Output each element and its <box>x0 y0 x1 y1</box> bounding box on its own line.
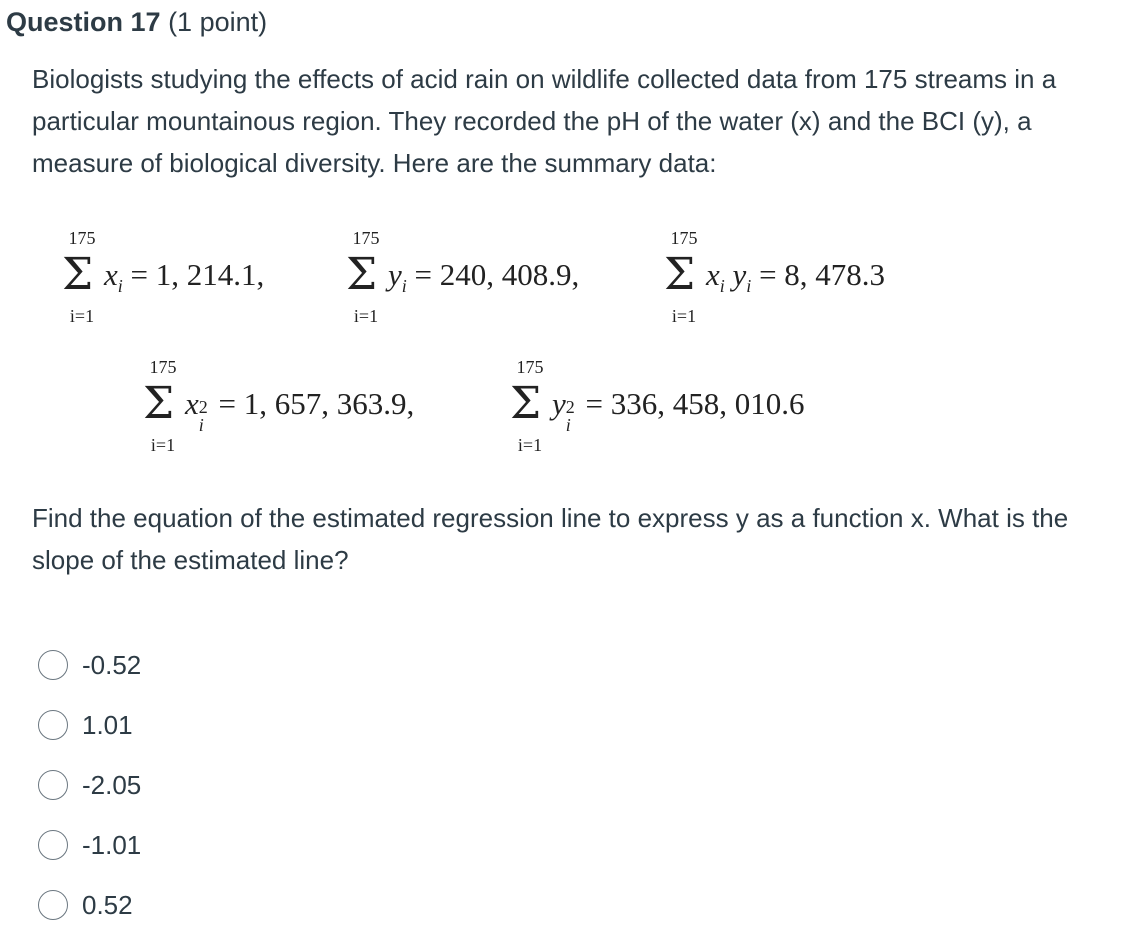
sum-y-sub: i <box>401 276 407 297</box>
sum-x2-sub: i <box>198 415 204 435</box>
sum-xy-var1: x <box>706 257 720 292</box>
sum-y-expression <box>388 250 579 311</box>
sum-lower-limit: i=1 <box>517 435 543 455</box>
question-header <box>6 3 267 41</box>
answer-option-label: 0.52 <box>82 889 133 920</box>
summary-math-row-2 <box>0 357 1128 457</box>
sum-upper-limit: 175 <box>516 357 544 377</box>
sigma-symbol: Σ <box>143 378 175 429</box>
sum-y2-expression <box>552 379 805 435</box>
radio-button[interactable] <box>38 890 68 920</box>
sum-x2-value: = 1, 657, 363.9, <box>218 386 415 421</box>
sum-xy-sub1: i <box>719 276 725 297</box>
answer-option-label: -1.01 <box>82 829 142 860</box>
sum-x-sub: i <box>117 276 123 297</box>
sum-x-expression <box>104 250 264 311</box>
question-title: Question 17 <box>6 7 161 37</box>
sum-x2-sup: 2 <box>198 397 208 417</box>
question-points: (1 point) <box>168 7 268 37</box>
sum-lower-limit: i=1 <box>150 435 176 455</box>
sigma-symbol: Σ <box>664 249 696 300</box>
sum-lower-limit: i=1 <box>671 306 697 326</box>
sum-xy-expression <box>706 250 885 311</box>
radio-button[interactable] <box>38 770 68 800</box>
radio-button[interactable] <box>38 830 68 860</box>
question-prompt-text: Find the equation of the estimated regression line to express y as a function x. What is the slope of the estimated line? <box>32 503 1069 575</box>
answer-option-label: -0.52 <box>82 649 142 680</box>
sum-y2-var: y <box>552 386 566 421</box>
summary-math-row-1 <box>0 228 1128 328</box>
sum-upper-limit: 175 <box>149 357 177 377</box>
answer-option-label: 1.01 <box>82 709 133 740</box>
radio-button[interactable] <box>38 650 68 680</box>
answer-option[interactable] <box>38 705 133 745</box>
sum-x-var: x <box>104 257 118 292</box>
sum-lower-limit: i=1 <box>353 306 379 326</box>
sum-xy-sub2: i <box>746 276 752 297</box>
sum-upper-limit: 175 <box>352 228 380 248</box>
sum-y2-sub: i <box>565 415 571 435</box>
sum-y-value: = 240, 408.9, <box>414 257 580 292</box>
answer-option-label: -2.05 <box>82 769 142 800</box>
question-intro-text: Biologists studying the effects of acid rain on wildlife collected data from 175 streams in a particular mountainous region. They recorded the pH of the water (x) and the BCI (y), a measure of biological diversity. Here are the summary data: <box>32 64 1057 178</box>
sum-upper-limit: 175 <box>68 228 96 248</box>
sum-lower-limit: i=1 <box>69 306 95 326</box>
sigma-symbol: Σ <box>346 249 378 300</box>
answer-option[interactable] <box>38 885 133 925</box>
sum-x2-expression <box>185 379 415 435</box>
sum-xy-value: = 8, 478.3 <box>759 257 886 292</box>
sum-y2-sup: 2 <box>565 397 575 417</box>
radio-button[interactable] <box>38 710 68 740</box>
sum-xy-var2: y <box>732 257 747 292</box>
sum-x2-var: x <box>185 386 199 421</box>
sum-upper-limit: 175 <box>670 228 698 248</box>
sum-x-value: = 1, 214.1, <box>130 257 265 292</box>
sigma-symbol: Σ <box>62 249 94 300</box>
sum-y-var: y <box>388 257 402 292</box>
answer-option[interactable] <box>38 825 141 865</box>
answer-option[interactable] <box>38 645 141 685</box>
sigma-symbol: Σ <box>510 378 542 429</box>
answer-option[interactable] <box>38 765 141 805</box>
sum-y2-value: = 336, 458, 010.6 <box>585 386 805 421</box>
